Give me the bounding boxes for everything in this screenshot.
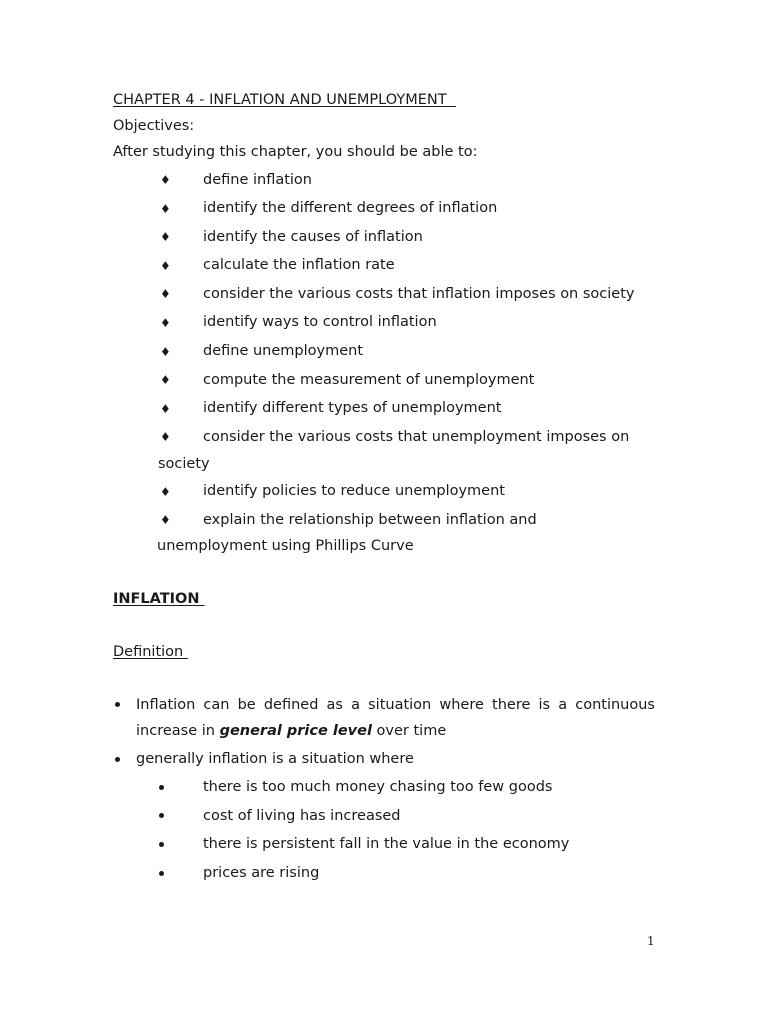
chapter-title: CHAPTER 4 - INFLATION AND UNEMPLOYMENT: [113, 92, 447, 108]
objective-item: identify policies to reduce unemployment: [203, 483, 505, 499]
bullet-dot-icon: [115, 757, 120, 762]
sub-bullet-item: there is too much money chasing too few goods: [203, 779, 553, 795]
objective-item: identify the different degrees of inflation: [203, 200, 498, 216]
objective-item: identify ways to control inflation: [203, 314, 437, 330]
objective-item: consider the various costs that inflation imposes on society: [203, 286, 635, 302]
bullet-dot-icon: [159, 785, 164, 790]
diamond-bullet-icon: ♦: [160, 202, 171, 216]
objective-item: calculate the inflation rate: [203, 257, 395, 273]
page-number: 1: [647, 934, 655, 948]
diamond-bullet-icon: ♦: [160, 345, 171, 359]
diamond-bullet-icon: ♦: [160, 287, 171, 301]
objective-item: define inflation: [203, 172, 312, 188]
objectives-intro: After studying this chapter, you should be able to:: [113, 144, 478, 160]
sub-bullet-item: prices are rising: [203, 865, 320, 881]
bullet-dot-icon: [159, 871, 164, 876]
objective-item: define unemployment: [203, 343, 364, 359]
emphasis-general-price-level: general price level: [219, 723, 372, 739]
objective-item-continuation: society: [158, 456, 210, 472]
diamond-bullet-icon: ♦: [160, 316, 171, 330]
diamond-bullet-icon: ♦: [160, 259, 171, 273]
diamond-bullet-icon: ♦: [160, 230, 171, 244]
diamond-bullet-icon: ♦: [160, 430, 171, 444]
bullet-dot-icon: [159, 842, 164, 847]
objective-item: identify different types of unemployment: [203, 400, 502, 416]
diamond-bullet-icon: ♦: [160, 513, 171, 527]
general-bullet-text: generally inflation is a situation where: [136, 751, 414, 767]
diamond-bullet-icon: ♦: [160, 402, 171, 416]
objective-item: consider the various costs that unemployment imposes on: [203, 429, 630, 445]
objective-item: identify the causes of inflation: [203, 229, 423, 245]
objective-item-continuation: unemployment using Phillips Curve: [157, 538, 414, 554]
section-title-inflation: INFLATION: [113, 591, 200, 607]
definition-label: Definition: [113, 644, 184, 660]
objective-item: explain the relationship between inflation and: [203, 512, 537, 528]
diamond-bullet-icon: ♦: [160, 173, 171, 187]
sub-bullet-item: there is persistent fall in the value in the economy: [203, 836, 570, 852]
bullet-dot-icon: [159, 813, 164, 818]
diamond-bullet-icon: ♦: [160, 485, 171, 499]
objectives-label: Objectives:: [113, 118, 195, 134]
definition-line-1: Inflation can be defined as a situation where there is a continuous: [136, 697, 655, 713]
objective-item: compute the measurement of unemployment: [203, 372, 535, 388]
definition-line-2: increase in general price level over time: [136, 723, 447, 739]
bullet-dot-icon: [115, 702, 120, 707]
sub-bullet-item: cost of living has increased: [203, 808, 401, 824]
diamond-bullet-icon: ♦: [160, 373, 171, 387]
